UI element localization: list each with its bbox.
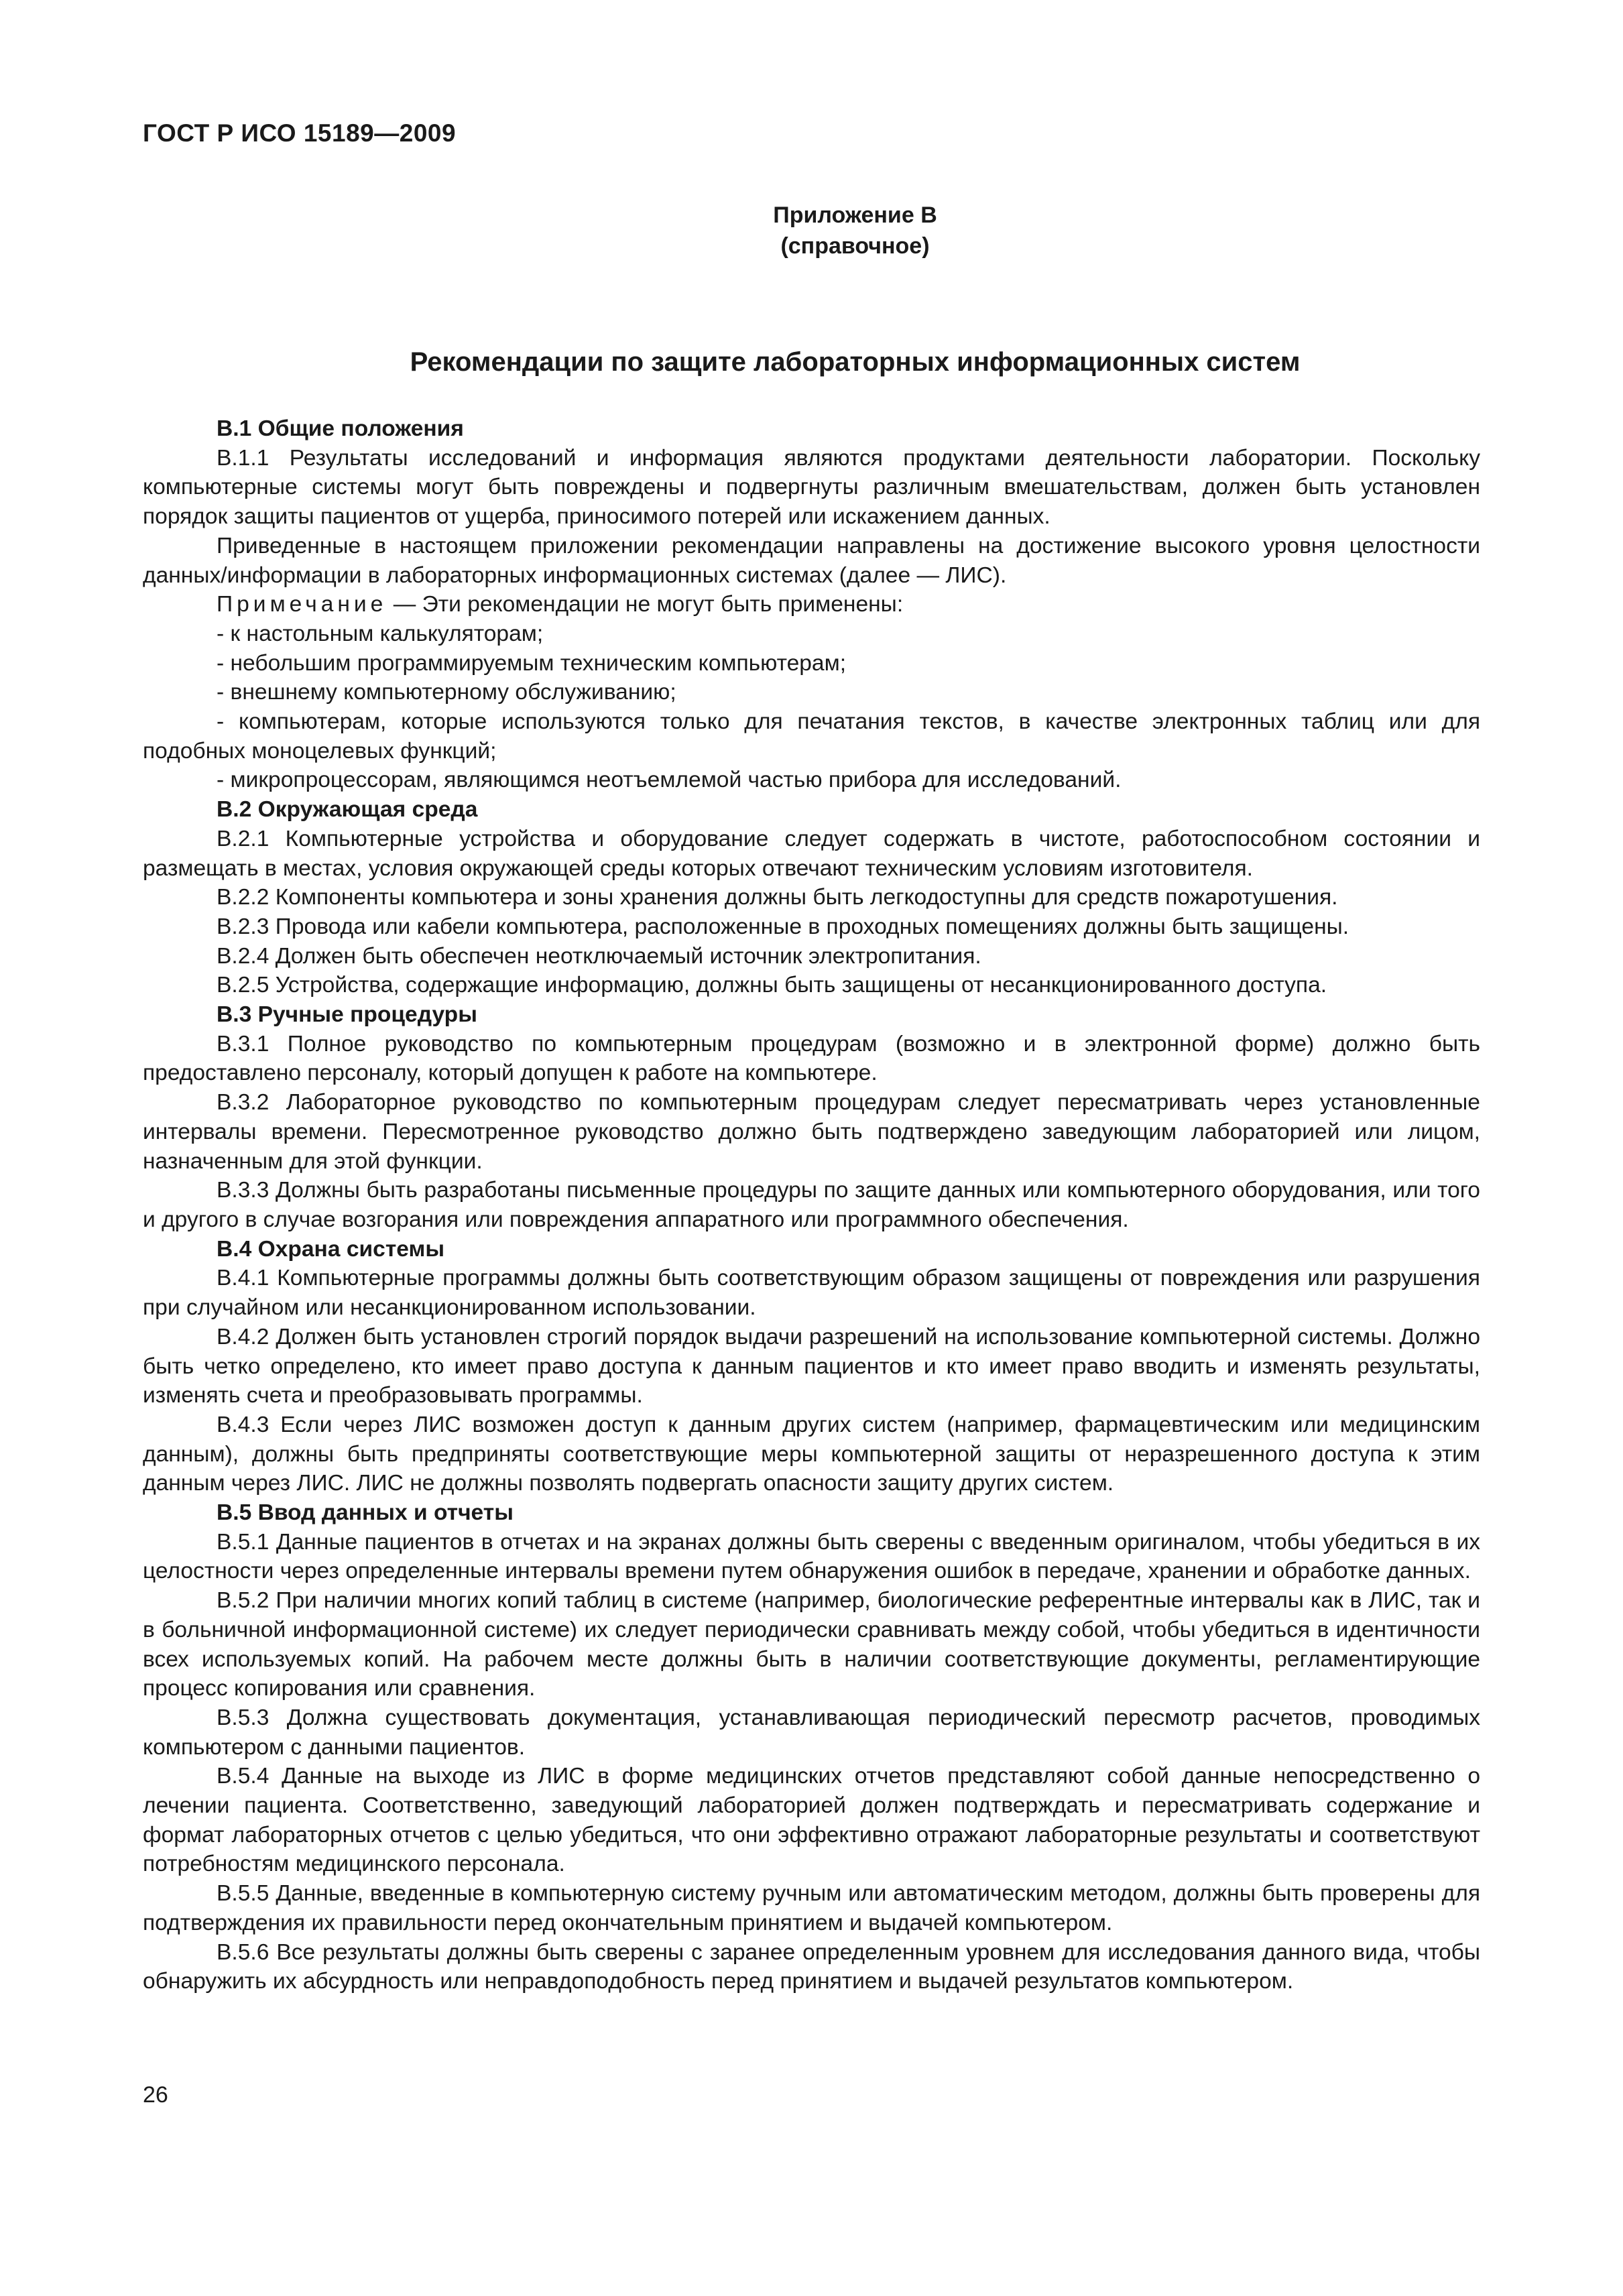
paragraph: В.5.3 Должна существовать документация, устанавливающая периодический пересмотр расчетов, проводимых компьютером с данными пациентов. (143, 1705, 1480, 1760)
paragraph: В.4.1 Компьютерные программы должны быть соответствующим образом защищены от повреждения или разрушения при случайном или несанкционированном использовании. (143, 1266, 1480, 1321)
paragraph: В.3.2 Лабораторное руководство по компьютерным процедурам следует пересматривать через установленные интервалы времени. Пересмотренное руководство должно быть подтверждено заведующим лабораторией или лицом, назначенным для этой функции. (143, 1090, 1480, 1174)
appendix-title: Приложение В (773, 202, 937, 228)
section-heading: В.4 Охрана системы (217, 1236, 445, 1262)
paragraph: В.2.1 Компьютерные устройства и оборудование следует содержать в чистоте, работоспособном состоянии и размещать в местах, условия окружающей среды которых отвечают техническим условиям изготовителя. (143, 826, 1480, 881)
paragraph: В.5.2 При наличии многих копий таблиц в системе (например, биологические референтные интервалы как в ЛИС, так и в больничной информационной системе) их следует периодически сравнивать между собой, чтобы убедиться в идентичности всех используемых копий. На рабочем месте должны быть в наличии соответствующие документы, регламентирующие процесс копирования или сравнения. (143, 1588, 1480, 1701)
standard-header: ГОСТ Р ИСО 15189—2009 (143, 119, 457, 147)
list-item: - к настольным калькуляторам; (217, 621, 544, 646)
paragraph: В.4.2 Должен быть установлен строгий порядок выдачи разрешений на использование компьютерной системы. Должно быть четко определено, кто имеет право доступа к данным пациентов и кто имеет право вводить и изменять результаты, изменять счета и преобразовывать программы. (143, 1324, 1480, 1408)
paragraph: Приведенные в настоящем приложении рекомендации направлены на достижение высокого уровня целостности данных/информации в лабораторных информационных системах (далее — ЛИС). (143, 533, 1480, 588)
section-heading: В.5 Ввод данных и отчеты (217, 1500, 514, 1526)
list-item: - внешнему компьютерному обслуживанию; (217, 680, 676, 705)
paragraph: В.5.4 Данные на выходе из ЛИС в форме медицинских отчетов представляют собой данные непосредственно о лечении пациента. Соответственно, заведующий лабораторией должен подтверждать и пересматривать содержание и формат лабораторных отчетов с целью убедиться, что они эффективно отражают лабораторные результаты и соответствуют потребностям медицинского персонала. (143, 1764, 1480, 1877)
paragraph: В.3.1 Полное руководство по компьютерным процедурам (возможно и в электронной форме) должно быть предоставлено персоналу, который допущен к работе на компьютере. (143, 1031, 1480, 1086)
note (143, 590, 1480, 619)
section-heading: В.1 Общие положения (217, 416, 464, 441)
paragraph: В.5.1 Данные пациентов в отчетах и на экранах должны быть сверены с введенным оригиналом, чтобы убедиться в их целостности через определенные интервалы времени путем обнаружения ошибок в передаче, хранении и обработке данных. (143, 1529, 1480, 1584)
body-text (143, 414, 1480, 1996)
section-heading: В.3 Ручные процедуры (217, 1002, 477, 1028)
document-title: Рекомендации по защите лабораторных информационных систем (410, 347, 1301, 377)
list-item: - небольшим программируемым техническим компьютерам; (217, 650, 847, 676)
appendix-type: (справочное) (780, 233, 930, 259)
paragraph: В.2.2 Компоненты компьютера и зоны хранения должны быть легкодоступны для средств пожаротушения. (217, 885, 1338, 910)
paragraph: В.2.4 Должен быть обеспечен неотключаемый источник электропитания. (217, 943, 981, 969)
note-label: Примечание (217, 592, 387, 617)
paragraph: В.1.1 Результаты исследований и информация являются продуктами деятельности лаборатории. Поскольку компьютерные системы могут быть повреждены и подвергнуты различным вмешательствам, должен быть установлен порядок защиты пациентов от ущерба, приносимого потерей или искажением данных. (143, 445, 1480, 530)
note-text: — Эти рекомендации не могут быть применены: (387, 592, 904, 617)
appendix-heading (0, 200, 1623, 261)
paragraph: В.4.3 Если через ЛИС возможен доступ к данным других систем (например, фармацевтическим или медицинским данным), должны быть предприняты соответствующие меры компьютерной защиты от неразрешенного доступа к этим данным через ЛИС. ЛИС не должны позволять подвергать опасности защиту других систем. (143, 1412, 1480, 1496)
list-item: - микропроцессорам, являющимся неотъемлемой частью прибора для исследований. (217, 768, 1122, 793)
list-item: - компьютерам, которые используются только для печатания текстов, в качестве электронных таблиц или для подобных моноцелевых функций; (143, 709, 1480, 764)
paragraph: В.2.3 Провода или кабели компьютера, расположенные в проходных помещениях должны быть защищены. (217, 914, 1349, 939)
section-heading: В.2 Окружающая среда (217, 797, 478, 823)
paragraph: В.2.5 Устройства, содержащие информацию, должны быть защищены от несанкционированного доступа. (217, 973, 1327, 998)
page-number: 26 (143, 2082, 168, 2108)
paragraph: В.5.5 Данные, введенные в компьютерную систему ручным или автоматическим методом, должны быть проверены для подтверждения их правильности перед окончательным принятием и выдачей компьютером. (143, 1881, 1480, 1935)
paragraph: В.5.6 Все результаты должны быть сверены с заранее определенным уровнем для исследования данного вида, чтобы обнаружить их абсурдность или неправдоподобность перед принятием и выдачей результатов компьютером. (143, 1939, 1480, 1994)
paragraph: В.3.3 Должны быть разработаны письменные процедуры по защите данных или компьютерного оборудования, или того и другого в случае возгорания или повреждения аппаратного или программного обеспечения. (143, 1178, 1480, 1232)
